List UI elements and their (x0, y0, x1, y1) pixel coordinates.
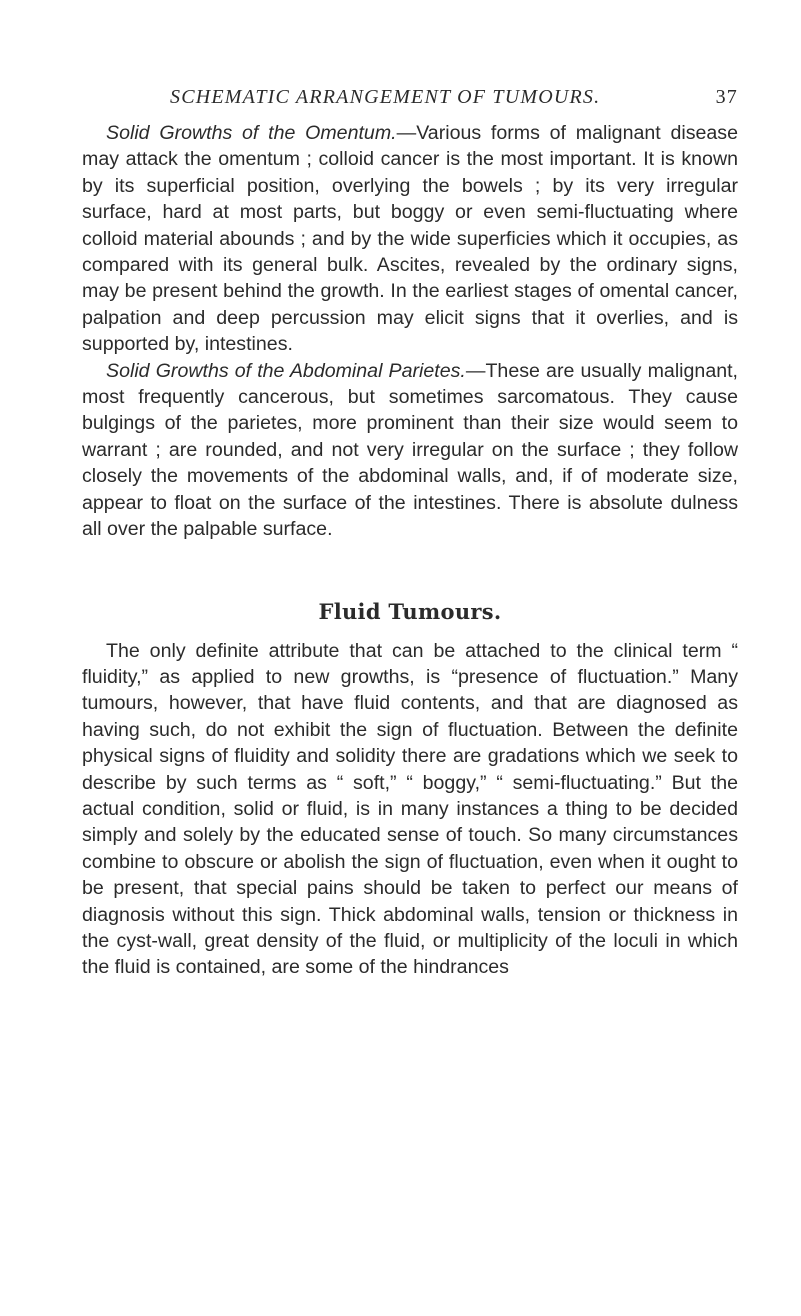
paragraph-lead-omentum: Solid Growths of the Omentum. (106, 122, 397, 144)
paragraph-fluid-tumours: The only definite attribute that can be attached to the clinical term “ fluidity,” as applied to new growths, is “presence of fluctuation.” Many tumours, however, that have fluid contents, and that are diagnosed as having such, do not exhibit the sign of fluctuation. Between the definite physical signs of fluidity and solidity there are gradations which we seek to describe by such terms as “ soft,” “ boggy,” “ semi-fluctuating.” But the actual condition, solid or fluid, is in many instances a thing to be decided simply and solely by the educated sense of touch. So many circumstances combine to obscure or abolish the sign of fluctuation, even when it ought to be present, that special pains should be taken to perfect our means of diagnosis without this sign. Thick abdominal walls, tension or thickness in the cyst-wall, great density of the fluid, or multiplicity of the loculi in which the fluid is contained, are some of the hindrances (82, 639, 738, 979)
section-heading: Fluid Tumours. (318, 598, 502, 624)
page-number: 37 (715, 86, 738, 108)
running-title: SCHEMATIC ARRANGEMENT OF TUMOURS. (170, 86, 601, 108)
paragraph-body-omentum: —Various forms of malignant disease may attack the omentum ; colloid cancer is the most important. It is known by its superficial position, overlying the bowels ; by its very irregular surface, hard at most parts, but boggy or even semi-fluctuating where colloid material abounds ; and by the wide superficies which it occupies, as compared with its general bulk. Ascites, revealed by the ordinary signs, may be present behind the growth. In the earliest stages of omental cancer, palpation and deep percussion may elicit signs that it overlies, and is supported by, intestines. (82, 122, 739, 356)
paragraph-body-parietes: —These are usually malignant, most frequently cancerous, but sometimes sarcomatous. They cause bulgings of the parietes, more prominent than their size would seem to warrant ; are rounded, and not very irregular on the surface ; they follow closely the movements of the abdominal walls, and, if of moderate size, appear to float on the surface of the intestines. There is absolute dulness all over the palpable surface. (82, 359, 738, 541)
paragraph-omentum (82, 120, 738, 358)
book-page (82, 86, 738, 981)
paragraph-parietes (82, 358, 738, 543)
running-header (82, 86, 738, 120)
paragraph-lead-parietes: Solid Growths of the Abdominal Parietes. (106, 359, 466, 382)
